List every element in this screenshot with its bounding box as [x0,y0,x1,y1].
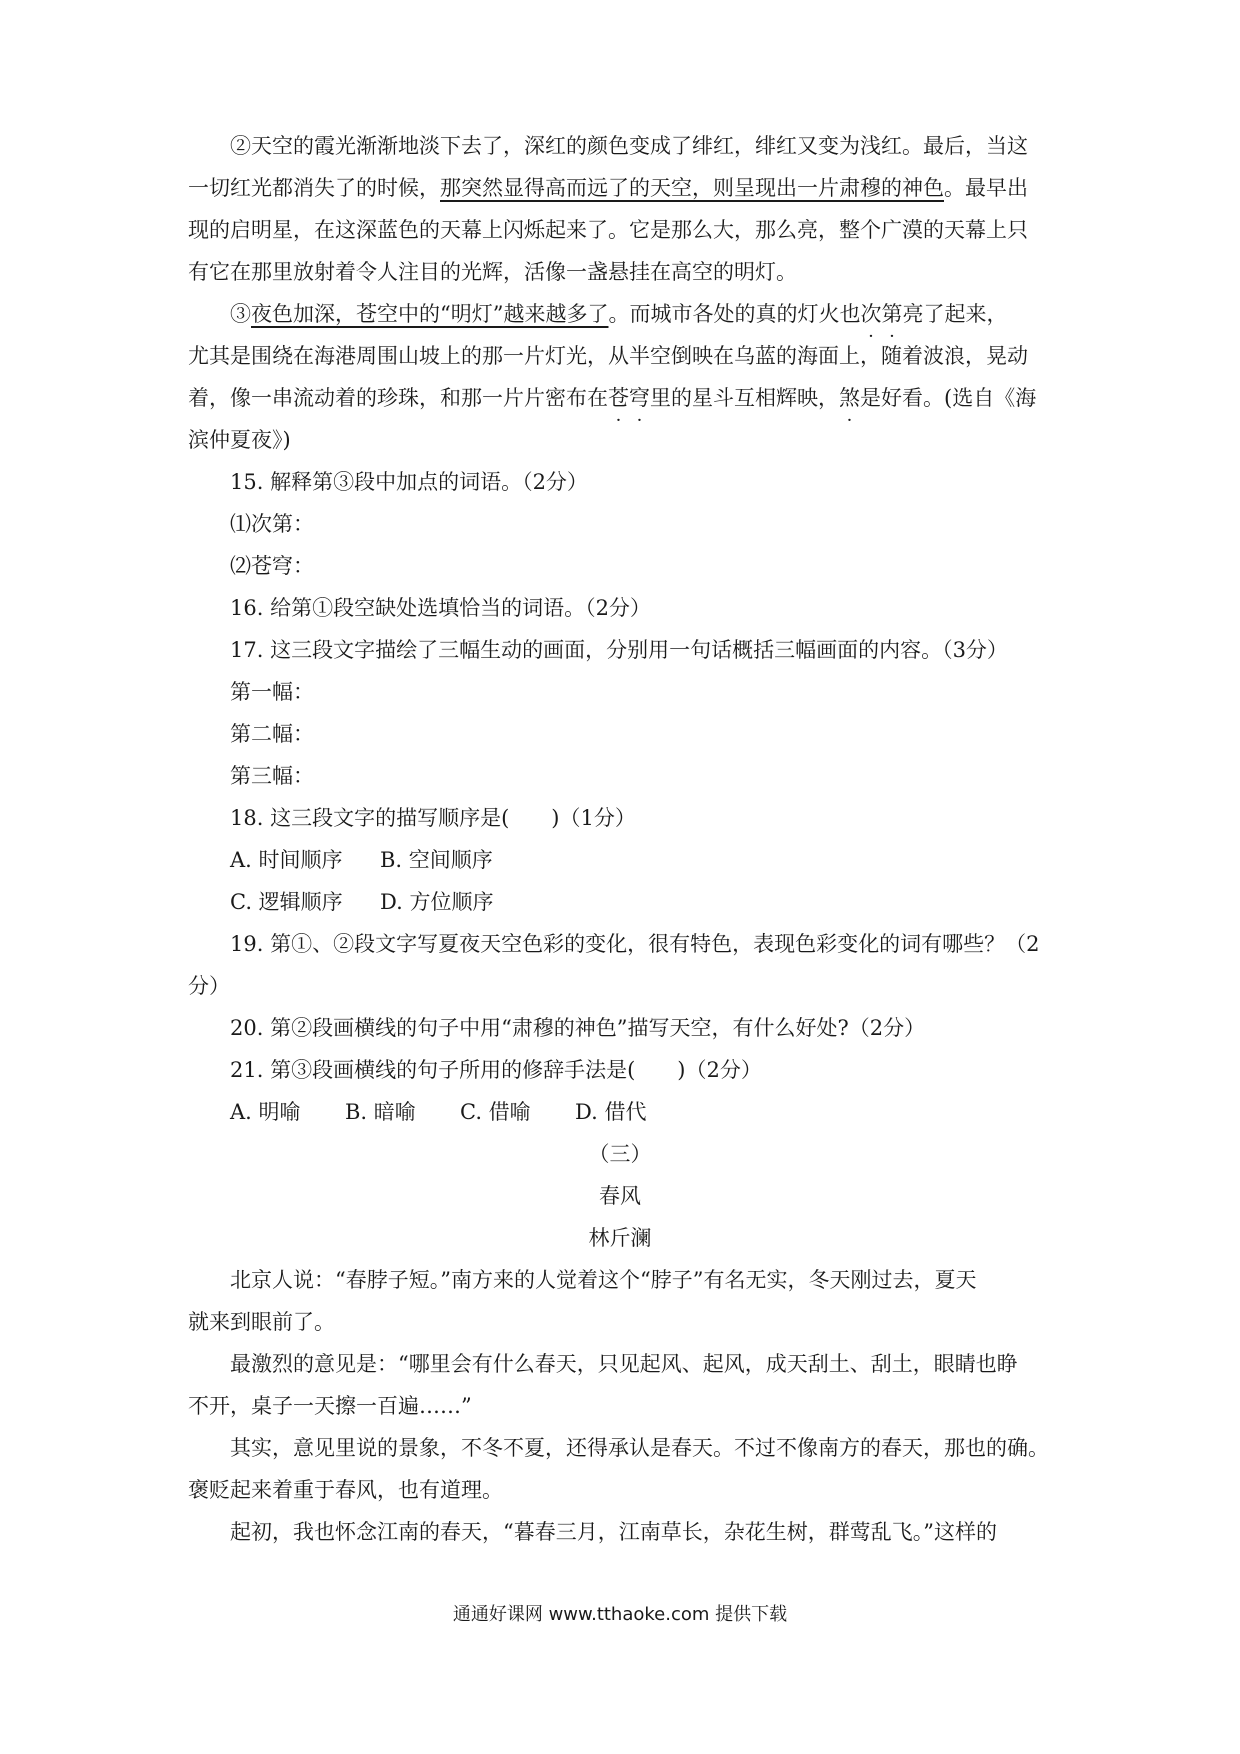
option-a: A. 时间顺序 [230,848,343,872]
option-c: C. 逻辑顺序 [230,890,343,914]
question-17: 17. 这三段文字描绘了三幅生动的画面，分别用一句话概括三幅画面的内容。（3分） [230,638,1008,662]
question-17-item-3: 第三幅： [230,764,314,788]
question-20: 20. 第②段画横线的句子中用“肃穆的神色”描写天空，有什么好处?（2分） [230,1016,926,1040]
article-para1-line1: 北京人说：“春脖子短。”南方来的人觉着这个“脖子”有名无实，冬天刚过去，夏天 [230,1268,977,1292]
para2-line2: 一切红光都消失了的时候，那突然显得高而远了的天空，则呈现出一片肃穆的神色。最早出 [188,176,1028,200]
question-17-item-2: 第二幅： [230,722,314,746]
dotted-char: 第 [881,302,903,326]
article-para4-line1: 起初，我也怀念江南的春天，“暮春三月，江南草长，杂花生树，群莺乱飞。”这样的 [230,1520,997,1544]
question-21: 21. 第③段画横线的句子所用的修辞手法是( )（2分） [230,1058,762,1082]
question-15-item-2: ⑵苍穹： [230,554,314,578]
question-19-line2: 分） [188,974,230,998]
option-d: D. 方位顺序 [380,890,494,914]
para2-line3: 现的启明星，在这深蓝色的天幕上闪烁起来了。它是那么大，那么亮，整个广漠的天幕上只 [188,218,1028,242]
para3-line4: 滨仲夏夜》) [188,428,291,452]
article-para1-line2: 就来到眼前了。 [188,1310,335,1334]
question-16: 16. 给第①段空缺处选填恰当的词语。（2分） [230,596,651,620]
dotted-char: 苍 [608,386,629,410]
option-d: D. 借代 [575,1100,647,1124]
underlined-sentence-para3: 夜色加深，苍空中的“明灯”越来越多了 [251,302,609,326]
article-para3-line1: 其实，意见里说的景象，不冬不夏，还得承认是春天。不过不像南方的春天，那也的确。 [230,1436,1049,1460]
section-number: （三） [588,1142,652,1166]
question-18: 18. 这三段文字的描写顺序是( )（1分） [230,806,636,830]
para3-line1: ③夜色加深，苍空中的“明灯”越来越多了。而城市各处的真的灯火也次第亮了起来， [230,302,1008,326]
article-title: 春风 [599,1184,641,1208]
question-18-options-row2 [230,881,1060,923]
para3-line2: 尤其是围绕在海港周围山坡上的那一片灯光，从半空倒映在乌蓝的海面上，随着波浪，晃动 [188,344,1028,368]
option-b: B. 空间顺序 [380,848,493,872]
option-c: C. 借喻 [460,1100,531,1124]
question-19-line1: 19. 第①、②段文字写夏夜天空色彩的变化，很有特色，表现色彩变化的词有哪些？（2 [230,932,1040,956]
article-para2-line1: 最激烈的意见是：“哪里会有什么春天，只见起风、起风，成天刮土、刮土，眼睛也睁 [230,1352,1018,1376]
question-17-item-1: 第一幅： [230,680,314,704]
dotted-char: 煞 [839,386,860,410]
para2-line1: ②天空的霞光渐渐地淡下去了，深红的颜色变成了绯红，绯红又变为浅红。最后，当这 [230,134,1028,158]
dotted-char: 穹 [629,386,650,410]
option-b: B. 暗喻 [345,1100,416,1124]
para3-line3: 着，像一串流动着的珍珠，和那一片片密布在苍穹里的星斗互相辉映，煞是好看。(选自《海 [188,386,1037,410]
article-author: 林斤澜 [588,1226,652,1250]
para2-line4: 有它在那里放射着令人注目的光辉，活像一盏悬挂在高空的明灯。 [188,260,797,284]
article-para2-line2: 不开，桌子一天擦一百遍……” [188,1394,472,1418]
underlined-sentence-para2: 那突然显得高而远了的天空，则呈现出一片肃穆的神色 [440,176,944,200]
dotted-char: 次 [860,302,882,326]
option-a: A. 明喻 [230,1100,301,1124]
question-15-item-1: ⑴次第： [230,512,314,536]
question-21-options [230,1091,1060,1133]
question-18-options-row1 [230,839,1060,881]
article-para3-line2: 褒贬起来着重于春风，也有道理。 [188,1478,503,1502]
question-15: 15. 解释第③段中加点的词语。（2分） [230,470,588,494]
footer-credit: 通通好课网 www.tthaoke.com 提供下载 [452,1604,788,1625]
